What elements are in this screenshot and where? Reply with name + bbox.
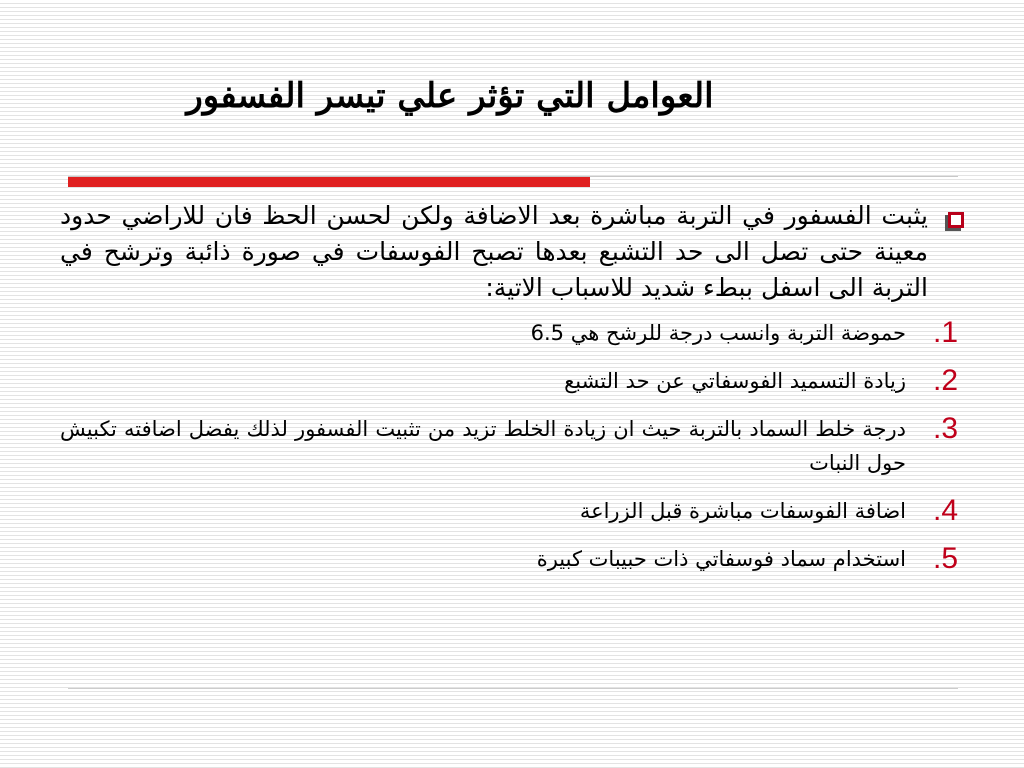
slide-title: العوامل التي تؤثر علي تيسر الفسفور [186, 76, 714, 116]
main-bullet-point [60, 198, 964, 306]
reasons-list [60, 316, 964, 576]
title-accent-bar [68, 177, 590, 187]
slide-body [60, 198, 964, 590]
list-item-number: 2. [932, 364, 958, 397]
list-item [60, 494, 964, 528]
list-item-number: 5. [932, 542, 958, 575]
list-item-number: 3. [932, 412, 958, 445]
list-item [60, 316, 964, 350]
list-item-number: 4. [932, 494, 958, 527]
list-item-number: 1. [932, 316, 958, 349]
list-item-text: اضافة الفوسفات مباشرة قبل الزراعة [579, 499, 906, 523]
list-item [60, 412, 964, 480]
list-item-text: زيادة التسميد الفوسفاتي عن حد التشبع [564, 369, 906, 393]
bottom-divider-line [68, 688, 958, 689]
list-item-text: درجة خلط السماد بالتربة حيث ان زيادة الخلط تزيد من تثبيت الفسفور لذلك يفضل اضافته تكبيش حول النبات [60, 417, 906, 475]
list-item-text: استخدام سماد فوسفاتي ذات حبيبات كبيرة [536, 547, 906, 571]
checkbox-icon [948, 212, 964, 228]
list-item [60, 364, 964, 398]
list-item-text: حموضة التربة وانسب درجة للرشح هي 6.5 [530, 321, 906, 345]
main-bullet-text: يثبت الفسفور في التربة مباشرة بعد الاضافة ولكن لحسن الحظ فان للاراضي حدود معينة حتى تصل الى حد التشبع بعدها تصبح الفوسفات في صورة ذائبة وترشح في التربة الى اسفل ببطء شديد للاسباب الاتية: [60, 201, 928, 302]
list-item [60, 542, 964, 576]
